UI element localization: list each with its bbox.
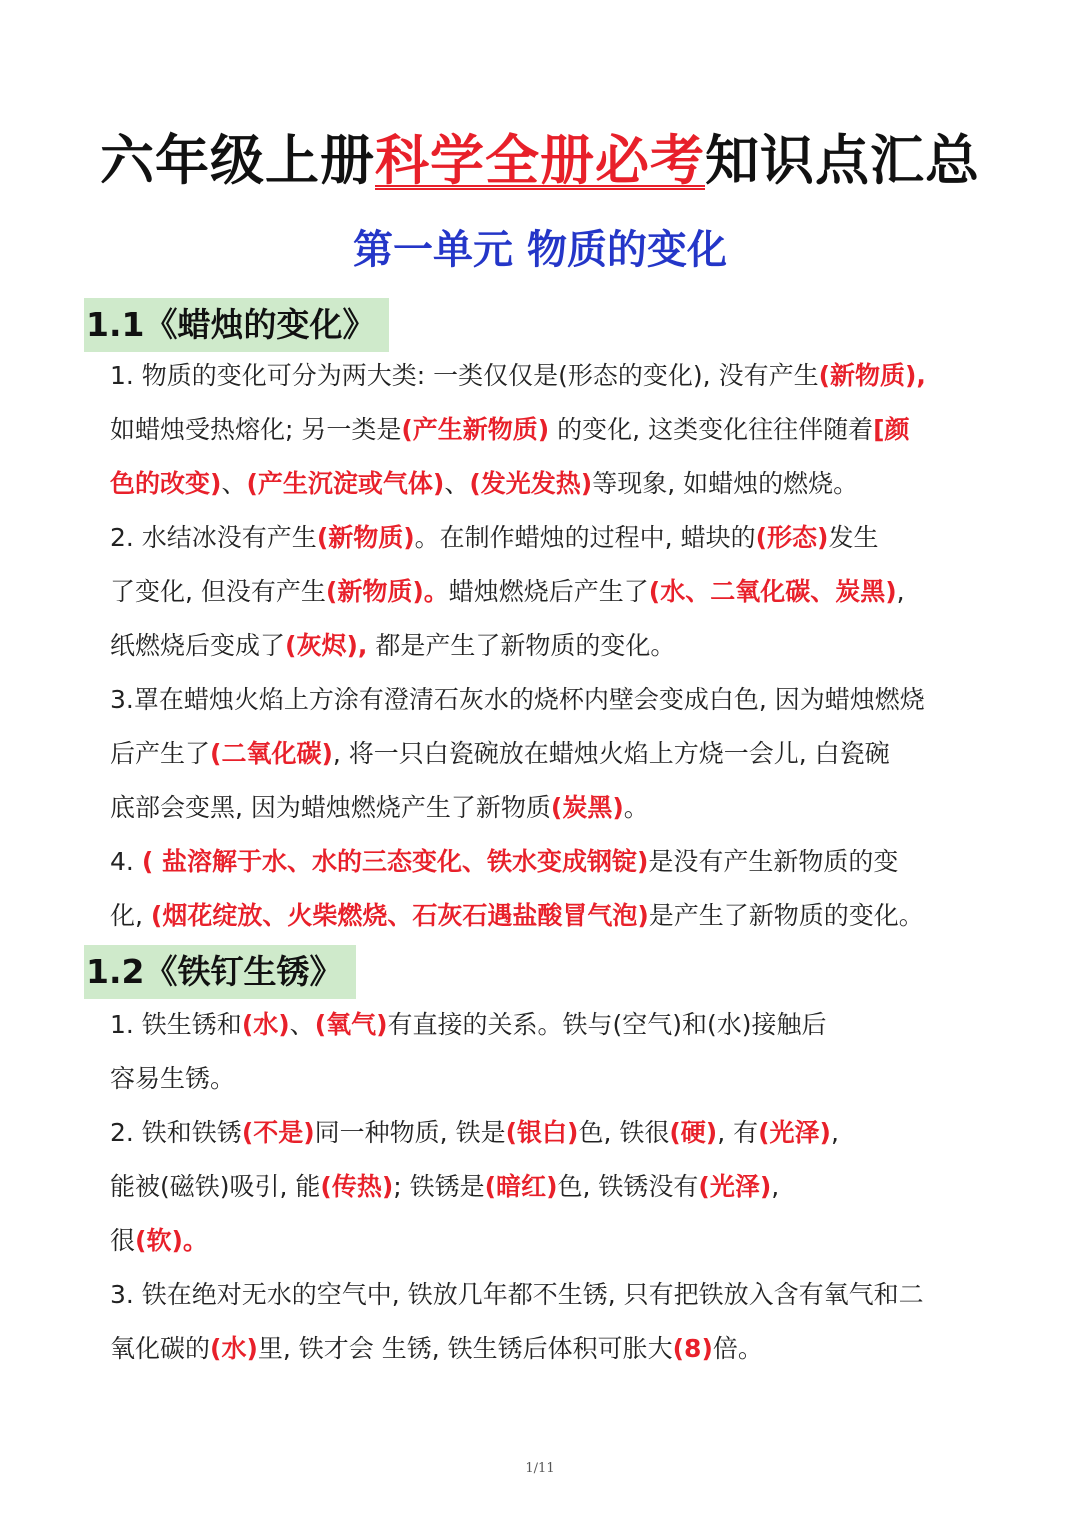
text-run: 4. — [110, 847, 142, 876]
page-number: 1/11 — [525, 1461, 555, 1476]
paragraph-1-1-2 — [110, 511, 1000, 673]
text-run: 底部会变黑, 因为蜡烛燃烧产生了新物质 — [110, 793, 551, 822]
text-run: 能被(磁铁)吸引, 能 — [110, 1172, 321, 1201]
text-run: 色, 铁很 — [578, 1118, 670, 1147]
text-line — [110, 1268, 1000, 1322]
highlight-answer: (光泽) — [698, 1172, 772, 1201]
text-line — [110, 1322, 1000, 1376]
text-run: ; 铁锈是 — [393, 1172, 485, 1201]
paragraph-1-2-1 — [110, 998, 1000, 1106]
highlight-answer: (暗红) — [484, 1172, 558, 1201]
text-line — [110, 1052, 1000, 1106]
highlight-answer: ( 盐溶解于水、水的三态变化、铁水变成钢锭) — [141, 847, 649, 876]
text-run: 氧化碳的 — [110, 1334, 211, 1363]
text-line — [110, 673, 1000, 727]
text-run: 。在制作蜡烛的过程中, 蜡块的 — [414, 523, 756, 552]
text-line — [110, 889, 1000, 943]
highlight-answer: (水) — [241, 1010, 290, 1039]
text-run: 等现象, 如蜡烛的燃烧。 — [592, 469, 859, 498]
highlight-answer: (氧气) — [314, 1010, 388, 1039]
text-run: 的变化, 这类变化往往伴随着 — [549, 415, 874, 444]
highlight-answer: (新物质) — [316, 523, 415, 552]
highlight-answer: (形态) — [755, 523, 829, 552]
text-line — [110, 1214, 1000, 1268]
highlight-answer: (水) — [210, 1334, 258, 1363]
text-run: , — [830, 1118, 839, 1147]
text-line — [110, 835, 1000, 889]
text-run: 3.罩在蜡烛火焰上方涂有澄清石灰水的烧杯内壁会变成白色, 因为蜡烛燃烧 — [110, 685, 925, 714]
text-run: 、 — [444, 469, 470, 498]
text-run: 是没有产生新物质的变 — [648, 847, 899, 876]
text-run: 容易生锈。 — [110, 1064, 236, 1093]
text-line — [110, 1106, 1000, 1160]
highlight-answer: 色的改变) — [110, 469, 222, 498]
text-run: 后产生了 — [110, 739, 211, 768]
text-run: 发生 — [828, 523, 879, 552]
text-run: 1. 物质的变化可分为两大类: 一类仅仅是(形态的变化), 没有产生 — [110, 361, 819, 390]
text-run: 色, 铁锈没有 — [557, 1172, 699, 1201]
text-line — [110, 349, 1000, 403]
highlight-answer: (传热) — [320, 1172, 394, 1201]
highlight-answer: (产生沉淀或气体) — [246, 469, 445, 498]
text-line — [110, 781, 1000, 835]
text-line — [110, 403, 1000, 457]
text-line — [110, 1160, 1000, 1214]
highlight-answer: (软)。 — [135, 1226, 208, 1255]
paragraph-1-2-2 — [110, 1106, 1000, 1268]
text-line — [110, 457, 1000, 511]
text-run: 是产生了新物质的变化。 — [648, 901, 924, 930]
highlight-answer: (不是) — [241, 1118, 315, 1147]
text-run: 倍。 — [712, 1334, 763, 1363]
highlight-answer: (光泽) — [758, 1118, 831, 1147]
highlight-answer: (二氧化碳) — [210, 739, 333, 768]
highlight-answer: (炭黑) — [550, 793, 624, 822]
text-run: 纸燃烧后变成了 — [110, 631, 286, 660]
text-line — [110, 619, 1000, 673]
section-heading-1-1: 1.1《蜡烛的变化》 — [84, 298, 389, 352]
title-highlight: 科学全册必考 — [375, 129, 705, 192]
title-post: 知识点汇总 — [705, 129, 980, 192]
paragraph-1-1-1 — [110, 349, 1000, 511]
highlight-answer: (灰烬), — [285, 631, 368, 660]
highlight-answer: (新物质), — [818, 361, 926, 390]
text-line — [110, 565, 1000, 619]
highlight-answer: (8) — [672, 1334, 713, 1363]
text-run: , 将一只白瓷碗放在蜡烛火焰上方烧一会儿, 白瓷碗 — [332, 739, 890, 768]
text-run: , — [771, 1172, 780, 1201]
highlight-answer: (水、二氧化碳、炭黑) — [648, 577, 897, 606]
text-line — [110, 727, 1000, 781]
text-line — [110, 511, 1000, 565]
text-run: 化, — [110, 901, 151, 930]
text-run: 3. 铁在绝对无水的空气中, 铁放几年都不生锈, 只有把铁放入含有氧气和二 — [110, 1280, 924, 1309]
paragraph-1-1-4 — [110, 835, 1000, 943]
document-title — [0, 118, 1080, 195]
section-heading-1-2: 1.2《铁钉生锈》 — [84, 945, 356, 999]
paragraph-1-2-3 — [110, 1268, 1000, 1376]
highlight-answer: (发光发热) — [469, 469, 593, 498]
text-run: 。 — [623, 793, 649, 822]
text-run: 1. 铁生锈和 — [110, 1010, 242, 1039]
paragraph-1-1-3 — [110, 673, 1000, 835]
text-run: 里, 铁才会 生锈, 铁生锈后体积可胀大 — [257, 1334, 673, 1363]
text-run: , 有 — [717, 1118, 759, 1147]
text-run: 、 — [289, 1010, 315, 1039]
text-run: 2. 水结冰没有产生 — [110, 523, 317, 552]
text-run: 了变化, 但没有产生 — [110, 577, 326, 606]
highlight-answer: [颜 — [873, 415, 910, 444]
unit-title: 第一单元 物质的变化 — [353, 226, 727, 273]
highlight-answer: (硬) — [669, 1118, 718, 1147]
text-run: 都是产生了新物质的变化。 — [367, 631, 676, 660]
text-run: 同一种物质, 铁是 — [314, 1118, 506, 1147]
text-run: 、 — [221, 469, 247, 498]
text-run: 2. 铁和铁锈 — [110, 1118, 242, 1147]
text-run: 很 — [110, 1226, 136, 1255]
text-line — [110, 998, 1000, 1052]
text-run: , — [896, 577, 905, 606]
highlight-answer: (银白) — [505, 1118, 579, 1147]
text-run: 有直接的关系。铁与(空气)和(水)接触后 — [387, 1010, 827, 1039]
title-pre: 六年级上册 — [100, 129, 375, 192]
highlight-answer: (新物质)。 — [325, 577, 449, 606]
highlight-answer: (产生新物质) — [401, 415, 550, 444]
highlight-answer: (烟花绽放、火柴燃烧、石灰石遇盐酸冒气泡) — [150, 901, 649, 930]
text-run: 如蜡烛受热熔化; 另一类是 — [110, 415, 402, 444]
text-run: 蜡烛燃烧后产生了 — [448, 577, 649, 606]
